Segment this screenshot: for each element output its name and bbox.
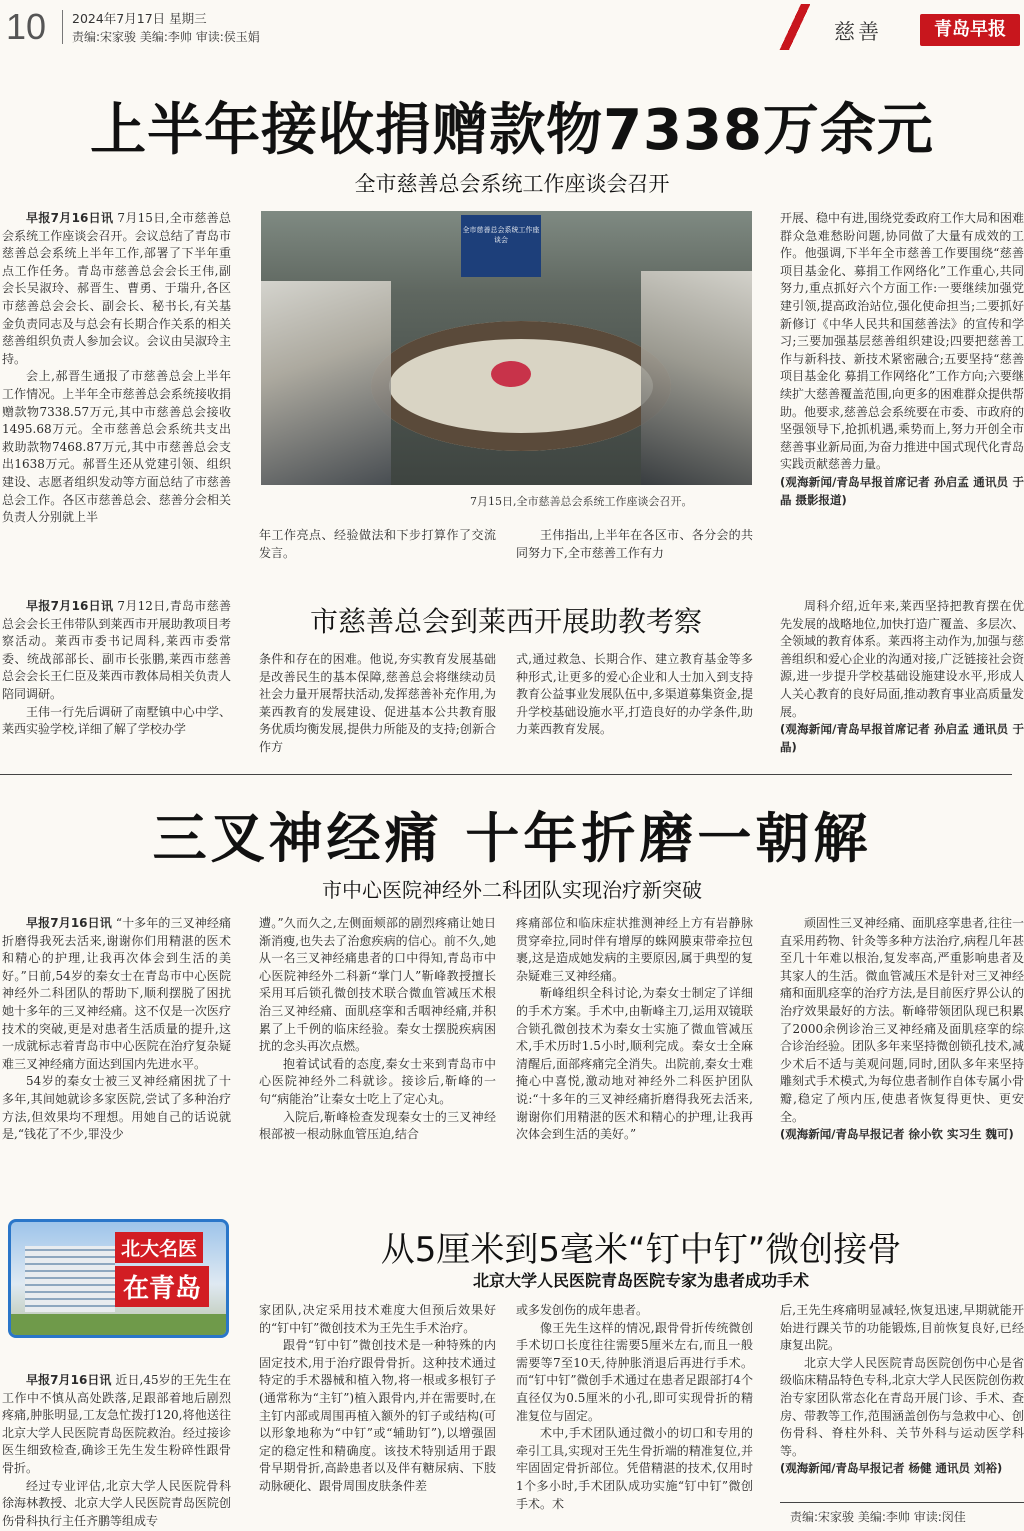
story4-column-1 (2, 1372, 231, 1528)
story3-col2-p2: 抱着试试看的态度,秦女士来到青岛市中心医院神经外二科就诊。接诊后,靳峰的一句“病能治”让秦女士吃上了定心丸。 (259, 1056, 496, 1106)
badge-title-line2: 在青岛 (115, 1266, 209, 1307)
section-name: 慈善 (834, 20, 882, 44)
story2-col4-text: 周科介绍,近年来,莱西坚持把教育摆在优先发展的战略地位,加快打造广覆盖、多层次、全领域的教育体系。莱西将主动作为,加强与慈善组织和爱心企业的沟通对接,广泛链接社会资源,进一步提升学校基础设施建设水平,形成人人关心教育的良好局面,推动教育事业高质量发展。 (780, 599, 1024, 719)
story4-col3-p3: 术中,手术团队通过微小的切口和专用的牵引工具,实现对王先生骨折端的精准复位,并牢固固定骨折部位。凭借精湛的技术,仅用时1个多小时,手术团队成功实施“钉中钉”微创手术。术 (516, 1426, 753, 1511)
story2-col1-p2: 王伟一行先后调研了南墅镇中心中学、莱西实验学校,详细了解了学校办学 (2, 704, 231, 737)
story4-col1-p1: 近日,45岁的王先生在工作中不慎从高处跌落,足跟部着地后剧烈疼痛,肿胀明显,工友急忙拨打120,将他送往北京大学人民医院青岛医院救治。经过接诊医生细致检查,确诊王先生发生粉碎性跟骨骨折。 (2, 1373, 231, 1475)
story3-col3-p2: 靳峰组织全科讨论,为秦女士制定了详细的手术方案。手术中,由靳峰主刀,运用双镜联合锁孔微创技术为秦女士实施了微血管减压术,手术历时1.5小时,顺利完成。秦女士全麻清醒后,面部疼痛完全消失。出院前,秦女士难掩心中喜悦,激动地对神经外二科医护团队说:“十多年的三叉神经痛折磨得我死去活来,谢谢你们用精湛的医术和精心的护理,让我再次体会到生活的美好。” (516, 986, 753, 1142)
story4-col2-p2: 跟骨“钉中钉”微创技术是一种特殊的内固定技术,用于治疗跟骨骨折。这种技术通过特定的手术器械和植入物,将一根或多根钉子(通常称为“主钉”)植入跟骨内,并在需要时,在主钉内部或周围再植入额外的钉子或结构(可以形象地称为“中钉”或“辅助钉”),以增强固定的稳定性和精确度。该技术特别适用于跟骨早期骨折,高龄患者以及伴有糖尿病、下肢动脉硬化、跟骨周围皮肤条件差 (259, 1338, 496, 1493)
story3-col1-p2: 54岁的秦女士被三叉神经痛困扰了十多年,其间她就诊多家医院,尝试了多种治疗方法,但效果均不理想。用她自己的话说就是,“钱花了不少,罪没少 (2, 1074, 231, 1142)
story3-column-3 (516, 915, 753, 1185)
story4-col3-p1: 或多发创伤的成年患者。 (516, 1303, 649, 1317)
story3-subhead: 市中心医院神经外二科团队实现治疗新突破 (322, 878, 702, 902)
story1-column-4 (780, 210, 1024, 562)
meeting-photo (261, 211, 752, 485)
brand-logo (920, 14, 1020, 46)
story3-column-1 (2, 915, 231, 1185)
header-slash (776, 4, 810, 50)
story3-lead: 早报7月16日讯 (26, 916, 112, 930)
issue-editors: 责编:宋家骏 美编:李帅 审读:侯玉娟 (72, 30, 260, 44)
story3-col3-p1: 疼痛部位和临床症状推测神经上方有岩静脉贯穿牵拉,同时伴有增厚的蛛网膜束带牵拉包裹,这是造成她发病的主要原因,属于典型的复杂疑难三叉神经痛。 (516, 916, 753, 983)
story1-col4-text: 开展、稳中有进,围绕党委政府工作大局和困难群众急难愁盼问题,协同做了大量有成效的工作。他强调,下半年全市慈善工作要围绕“慈善项目基金化、募捐工作网络化”工作重心,共同努力,重点抓好六个方面工作:一要继续加强党建引领,提高政治站位,强化使命担当;二要抓好新修订《中华人民共和国慈善法》的宣传和学习;三要加强基层慈善组织建设;四要把慈善工作与新科技、新技术紧密融合;五要坚持“慈善项目基金化 募捐工作网络化”工作方向;六要继续扩大慈善覆盖范围,向更多的困难群众提供帮助。他要求,慈善总会系统要在市委、市政府的坚强领导下,抢抓机遇,乘势而上,努力开创全市慈善事业新局面,为奋力推进中国式现代化青岛实践贡献慈善力量。 (780, 211, 1024, 472)
story3-col2-p1: 遭。”久而久之,左侧面颊部的剧烈疼痛让她日渐消瘦,也失去了治愈疾病的信心。前不久,她从一名三叉神经痛患者的口中得知,青岛市中心医院神经外二科新“掌门人”靳峰教授擅长采用耳后锁孔微创技术联合微血管减压术根治三叉神经痛、面肌痉挛和舌咽神经痛,并积累了上千例的临床经验。秦女士摆脱疾病困扰的念头再次点燃。 (259, 916, 496, 1054)
brand-name: 青岛早报 (934, 19, 1006, 40)
story1-lead: 早报7月16日讯 (26, 211, 114, 225)
story1-subhead: 全市慈善总会系统工作座谈会召开 (354, 172, 670, 196)
photo-table (371, 321, 671, 451)
footer-rule (780, 1502, 1024, 1503)
famous-doctor-badge (8, 1219, 229, 1338)
story3-column-4 (780, 915, 1024, 1185)
footer-editors: 责编:宋家骏 美编:李帅 审读:闵佳 (790, 1510, 966, 1524)
story3-column-2 (259, 915, 496, 1185)
story4-column-2 (259, 1302, 496, 1528)
story1-mid-right: 王伟指出,上半年在各区市、各分会的共同努力下,全市慈善工作有力 (516, 528, 753, 560)
page-header (0, 0, 1024, 56)
photo-flowers (491, 361, 531, 387)
story4-lead: 早报7月16日讯 (26, 1373, 112, 1387)
story4-col4-p1: 后,王先生疼痛明显减轻,恢复迅速,早期就能开始进行踝关节的功能锻炼,目前恢复良好,已经康复出院。 (780, 1303, 1024, 1353)
issue-date: 2024年7月17日 星期三 (72, 11, 207, 26)
page-number: 10 (6, 6, 47, 47)
story4-column-4 (780, 1302, 1024, 1496)
story4-col1-p2: 经过专业评估,北京大学人民医院骨科徐海林教授、北京大学人民医院青岛医院创伤骨科执行主任齐鹏等组成专 (2, 1478, 231, 1528)
story3-col2-p3: 入院后,靳峰检查发现秦女士的三叉神经根部被一根动脉血管压迫,结合 (259, 1109, 496, 1142)
hospital-building (25, 1246, 115, 1312)
story4-col4-p2: 北京大学人民医院青岛医院创伤中心是省级临床精品特色专科,北京大学人民医院创伤救治专家团队常态化在青岛开展门诊、手术、查房、带教等工作,范围涵盖创伤与急救中心、创伤骨科、脊柱外科、关节外科与运动医学科等。 (780, 1355, 1024, 1458)
story2-column-1 (2, 598, 231, 760)
story2-col1-p1: 7月12日,青岛市慈善总会会长王伟带队到莱西市开展助教项目考察活动。莱西市委书记周科,莱西市委常委、统战部部长、副市长张鹏,莱西市慈善总会会长王仁臣及莱西市教体局相关负责人陪同调研。 (2, 599, 231, 701)
story4-col2-p1: 家团队,决定采用技术难度大但预后效果好的“钉中钉”微创技术为王先生手术治疗。 (259, 1303, 496, 1335)
story1-byline: (观海新闻/青岛早报首席记者 孙启孟 通讯员 于晶 摄影报道) (780, 474, 1024, 507)
story2-column-3: 式,通过救急、长期合作、建立教育基金等多种形式,让更多的爱心企业和人士加入到支持教育公益事业发展队伍中,多渠道募集资金,提升学校基础设施水平,打造良好的办学条件,助力莱西教育发展。 (516, 652, 753, 737)
badge-ground (11, 1314, 226, 1335)
story1-headline: 上半年接收捐赠款物7338万余元 (90, 98, 934, 163)
header-divider (62, 10, 63, 44)
badge-title-line1: 北大名医 (115, 1232, 203, 1263)
story2-byline: (观海新闻/青岛早报首席记者 孙启孟 通讯员 于晶) (780, 722, 1024, 754)
story3-col4-text: 顽固性三叉神经痛、面肌痉挛患者,往往一直采用药物、针灸等多种方法治疗,病程几年甚至几十年难以根治,复发率高,严重影响患者及其家人的生活。微血管减压术是针对三叉神经痛和面肌痉挛的治疗方法,是目前医疗界公认的治疗效果最好的方法。靳峰带领团队现已积累了2000余例诊治三叉神经痛及面肌痉挛的综合诊治经验。团队多年来坚持微创锁孔技术,减少术后不适与美观问题,同时,团队多年来坚持雕刻式手术模式,为每位患者制作自体专属小骨瓣,稳定了颅内压,使患者恢复得更快、更安全。 (780, 916, 1024, 1124)
photo-people-left (261, 281, 391, 485)
story2-headline: 市慈善总会到莱西开展助教考察 (309, 605, 702, 638)
story4-column-3 (516, 1302, 753, 1528)
story2-column-2: 条件和存在的困难。他说,夯实教育发展基础是改善民生的基本保障,慈善总会将继续动员社会力量开展帮扶活动,发挥慈善补充作用,为莱西教育的发展建设、促进基本公共教育服务优质均衡发展,提供力所能及的支持;创新合作方 (259, 652, 496, 754)
story1-col1-p1: 7月15日,全市慈善总会系统工作座谈会召开。会议总结了青岛市慈善总会系统上半年工作,部署了下半年重点工作任务。青岛市慈善总会会长王伟,副会长吴淑玲、郝晋生、曹勇、于瑞升,各区市慈善总会会长、副会长、秘书长,有关基金负责同志及与总会有长期合作关系的相关慈善组织负责人参加会议。会议由吴淑玲主持。 (2, 211, 231, 366)
story3-headline: 三叉神经痛 十年折磨一朝解 (152, 807, 872, 870)
story1-col1-p2: 会上,郝晋生通报了市慈善总会上半年工作情况。上半年全市慈善总会系统接收捐赠款物7338.57万元,其中市慈善总会接收1495.68万元。全市慈善总会系统共支出救助款物7468.87万元,其中市慈善总会支出1638万元。郝晋生还从党建引领、组织建设、志愿者组织发动等方面总结了市慈善总会工作。各区市慈善总会、慈善分会相关负责人分别就上半 (2, 369, 231, 525)
story4-headline: 从5厘米到5毫米“钉中钉”微创接骨 (380, 1230, 902, 1270)
section-divider (0, 774, 1012, 775)
photo-caption: 7月15日,全市慈善总会系统工作座谈会召开。 (470, 495, 693, 508)
story1-mid-left: 年工作亮点、经验做法和下步打算作了交流发言。 (259, 528, 496, 560)
photo-people-right (641, 271, 752, 485)
story1-column-1 (2, 210, 231, 562)
story3-byline: (观海新闻/青岛早报记者 徐小钦 实习生 魏可) (780, 1127, 1014, 1142)
story4-col3-p2: 像王先生这样的情况,跟骨骨折传统微创手术切口长度往往需要5厘米左右,而且一般需要等7至10天,待肿胀消退后再进行手术。而“钉中钉”微创手术通过在患者足跟部打4个直径仅为0.5厘米的小孔,即可实现骨折的精准复位与固定。 (516, 1320, 753, 1423)
story2-column-4 (780, 598, 1024, 760)
story2-lead: 早报7月16日讯 (26, 599, 114, 613)
story4-subhead: 北京大学人民医院青岛医院专家为患者成功手术 (472, 1271, 809, 1290)
story4-byline: (观海新闻/青岛早报记者 杨健 通讯员 刘裕) (780, 1461, 1003, 1476)
photo-screen-title: 全市慈善总会系统工作座谈会 (462, 226, 540, 244)
story3-col1-p1: “十多年的三叉神经痛折磨得我死去活来,谢谢你们用精湛的医术和精心的护理,让我再次体会到生活的美好。”日前,54岁的秦女士在青岛市中心医院神经外二科团队的帮助下,顺利摆脱了困扰她十多年的三叉神经痛。这不仅是一次医疗技术的突破,更是对患者生活质量的提升,这一成就标志着青岛市中心医院在治疗复杂疑难三叉神经痛方面达到国内先进水平。 (2, 916, 231, 1071)
